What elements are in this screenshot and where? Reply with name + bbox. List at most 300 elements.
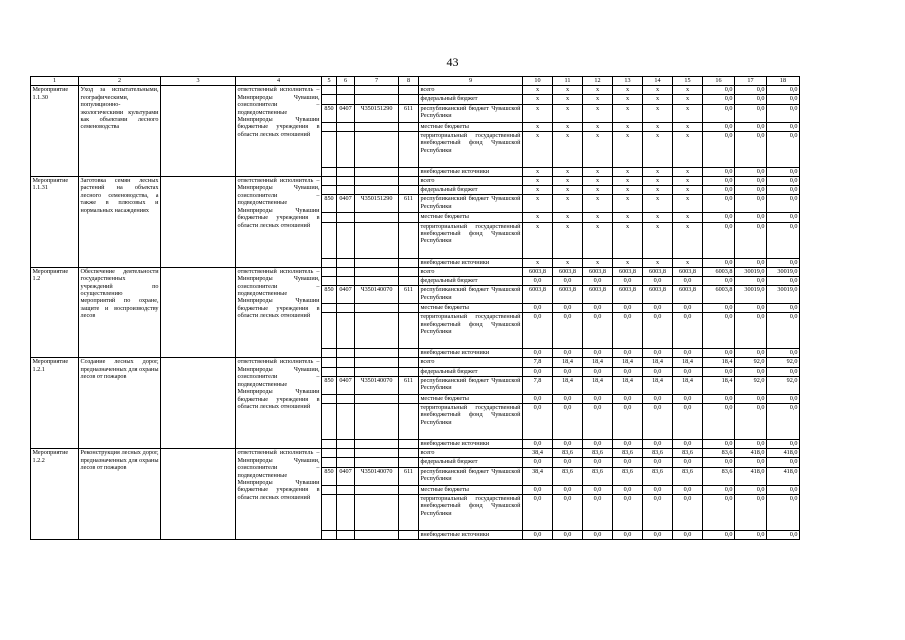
value-cell: x — [613, 122, 643, 131]
empty-code-cell — [322, 267, 337, 276]
executor-text: ответственный исполнитель – Минприроды Чувашии, соисполнители – подведомственные Минприроды Чувашии бюджетные учреждения в области лесных отношений — [236, 449, 322, 540]
value-cell: x — [643, 104, 673, 122]
empty-code-cell — [399, 485, 419, 494]
value-cell: x — [613, 131, 643, 167]
target-indicator-cell — [161, 449, 236, 540]
value-cell: x — [583, 176, 613, 185]
value-cell: 0,0 — [523, 276, 553, 285]
value-cell: 0,0 — [553, 313, 583, 349]
value-cell: 0,0 — [613, 440, 643, 449]
empty-code-cell — [322, 86, 337, 95]
value-cell: 0,0 — [583, 367, 613, 376]
empty-code-cell — [337, 222, 355, 258]
empty-code-cell — [355, 440, 399, 449]
empty-code-cell — [399, 404, 419, 440]
value-cell: 0,0 — [613, 404, 643, 440]
empty-code-cell — [355, 213, 399, 222]
empty-code-cell — [337, 86, 355, 95]
empty-code-cell — [399, 95, 419, 104]
funding-source: республиканский бюджет Чувашской Республики — [419, 195, 523, 213]
value-cell: 7,8 — [523, 376, 553, 394]
table-row — [31, 358, 800, 367]
value-cell: 0,0 — [735, 213, 767, 222]
measure-name: Заготовка семян лесных растений на объектах лесного семеноводства, а также в плюсовых и нормальных насаждениях — [79, 176, 161, 267]
column-number: 13 — [613, 77, 643, 86]
vr-code: 611 — [399, 195, 419, 213]
value-cell: 0,0 — [583, 276, 613, 285]
value-cell: 0,0 — [703, 458, 735, 467]
value-cell: 6003,8 — [703, 286, 735, 304]
value-cell: 83,6 — [553, 467, 583, 485]
value-cell: 0,0 — [553, 394, 583, 403]
value-cell: 7,8 — [523, 358, 553, 367]
empty-code-cell — [337, 186, 355, 195]
value-cell: x — [673, 122, 703, 131]
value-cell: 418,0 — [767, 449, 800, 458]
funding-source: территориальный государственный внебюджетный фонд Чувашской Республики — [419, 494, 523, 530]
value-cell: 0,0 — [523, 367, 553, 376]
vr-code: 611 — [399, 376, 419, 394]
value-cell: 18,4 — [703, 358, 735, 367]
value-cell: 0,0 — [673, 276, 703, 285]
funding-source: территориальный государственный внебюджетный фонд Чувашской Республики — [419, 131, 523, 167]
funding-source: республиканский бюджет Чувашской Республики — [419, 286, 523, 304]
value-cell: 0,0 — [767, 222, 800, 258]
empty-code-cell — [337, 313, 355, 349]
value-cell: 18,4 — [703, 376, 735, 394]
value-cell: 0,0 — [735, 394, 767, 403]
value-cell: 0,0 — [735, 494, 767, 530]
value-cell: x — [523, 222, 553, 258]
value-cell: 0,0 — [703, 485, 735, 494]
value-cell: x — [553, 86, 583, 95]
value-cell: 0,0 — [643, 276, 673, 285]
value-cell: x — [583, 95, 613, 104]
funding-source: территориальный государственный внебюджетный фонд Чувашской Республики — [419, 404, 523, 440]
value-cell: 0,0 — [613, 313, 643, 349]
value-cell: 6003,8 — [673, 286, 703, 304]
empty-code-cell — [355, 485, 399, 494]
value-cell: x — [643, 95, 673, 104]
empty-code-cell — [399, 440, 419, 449]
funding-source: федеральный бюджет — [419, 458, 523, 467]
value-cell: x — [673, 176, 703, 185]
value-cell: 83,6 — [703, 467, 735, 485]
column-number: 16 — [703, 77, 735, 86]
value-cell: 0,0 — [523, 404, 553, 440]
value-cell: 0,0 — [703, 104, 735, 122]
value-cell: 418,0 — [767, 467, 800, 485]
value-cell: 0,0 — [553, 530, 583, 539]
column-number: 14 — [643, 77, 673, 86]
measure-name: Уход за испытательными, географическими, популяционно-экологическими культурами как объектами лесного семеноводства — [79, 86, 161, 177]
value-cell: 0,0 — [767, 530, 800, 539]
value-cell: 83,6 — [643, 467, 673, 485]
value-cell: 0,0 — [735, 186, 767, 195]
value-cell: x — [583, 167, 613, 176]
value-cell: 0,0 — [583, 404, 613, 440]
empty-code-cell — [337, 485, 355, 494]
value-cell: x — [553, 195, 583, 213]
value-cell: x — [523, 186, 553, 195]
funding-source: местные бюджеты — [419, 485, 523, 494]
measure-name: Создание лесных дорог, предназначенных для охраны лесов от пожаров — [79, 358, 161, 449]
value-cell: 0,0 — [735, 195, 767, 213]
value-cell: 83,6 — [673, 449, 703, 458]
target-indicator-cell — [161, 86, 236, 177]
value-cell: 30019,0 — [735, 286, 767, 304]
value-cell: x — [523, 195, 553, 213]
value-cell: 0,0 — [673, 313, 703, 349]
empty-code-cell — [322, 530, 337, 539]
csr-code: Ч350151290 — [355, 104, 399, 122]
value-cell: 0,0 — [735, 440, 767, 449]
value-cell: 0,0 — [673, 394, 703, 403]
executor-text: ответственный исполнитель – Минприроды Чувашии, соисполнители – подведомственные Минприроды Чувашии бюджетные учреждения в области лесных отношений — [236, 358, 322, 449]
value-cell: 18,4 — [643, 358, 673, 367]
value-cell: 18,4 — [553, 376, 583, 394]
measure-id: Мероприятие 1.1.31 — [31, 176, 79, 267]
value-cell: x — [643, 86, 673, 95]
empty-code-cell — [355, 176, 399, 185]
value-cell: 0,0 — [553, 349, 583, 358]
funding-source: федеральный бюджет — [419, 276, 523, 285]
empty-code-cell — [355, 222, 399, 258]
value-cell: x — [523, 213, 553, 222]
value-cell: 0,0 — [523, 313, 553, 349]
value-cell: x — [673, 86, 703, 95]
empty-code-cell — [322, 358, 337, 367]
column-number: 15 — [673, 77, 703, 86]
empty-code-cell — [355, 494, 399, 530]
value-cell: x — [583, 86, 613, 95]
value-cell: 0,0 — [735, 95, 767, 104]
empty-code-cell — [322, 186, 337, 195]
value-cell: x — [643, 122, 673, 131]
column-number: 4 — [236, 77, 322, 86]
value-cell: 6003,8 — [613, 286, 643, 304]
value-cell: x — [643, 258, 673, 267]
value-cell: x — [583, 258, 613, 267]
empty-code-cell — [322, 122, 337, 131]
value-cell: 0,0 — [735, 458, 767, 467]
empty-code-cell — [337, 440, 355, 449]
value-cell: 0,0 — [735, 349, 767, 358]
executor-text: ответственный исполнитель – Минприроды Чувашии, соисполнители – подведомственные Минприроды Чувашии бюджетные учреждения в области лесных отношений — [236, 86, 322, 177]
executor-text: ответственный исполнитель – Минприроды Чувашии, соисполнители – подведомственные Минприроды Чувашии бюджетные учреждения в области лесных отношений — [236, 176, 322, 267]
value-cell: 0,0 — [703, 186, 735, 195]
value-cell: 0,0 — [767, 304, 800, 313]
value-cell: x — [523, 86, 553, 95]
value-cell: 0,0 — [583, 349, 613, 358]
value-cell: 0,0 — [703, 131, 735, 167]
value-cell: 0,0 — [735, 176, 767, 185]
grbs-code: 850 — [322, 286, 337, 304]
empty-code-cell — [337, 349, 355, 358]
csr-code: Ч350140070 — [355, 286, 399, 304]
empty-code-cell — [322, 167, 337, 176]
value-cell: 83,6 — [643, 449, 673, 458]
empty-code-cell — [399, 176, 419, 185]
funding-source: внебюджетные источники — [419, 530, 523, 539]
value-cell: 0,0 — [583, 304, 613, 313]
value-cell: x — [643, 186, 673, 195]
value-cell: 0,0 — [735, 104, 767, 122]
value-cell: 0,0 — [703, 213, 735, 222]
value-cell: x — [643, 195, 673, 213]
value-cell: x — [523, 258, 553, 267]
empty-code-cell — [399, 222, 419, 258]
column-number: 2 — [79, 77, 161, 86]
value-cell: 0,0 — [613, 367, 643, 376]
value-cell: x — [673, 167, 703, 176]
funding-source: местные бюджеты — [419, 122, 523, 131]
empty-code-cell — [322, 458, 337, 467]
value-cell: x — [613, 167, 643, 176]
value-cell: 0,0 — [673, 494, 703, 530]
grbs-code: 850 — [322, 195, 337, 213]
empty-code-cell — [399, 304, 419, 313]
funding-source: всего — [419, 267, 523, 276]
value-cell: x — [583, 131, 613, 167]
empty-code-cell — [337, 367, 355, 376]
empty-code-cell — [322, 222, 337, 258]
value-cell: 6003,8 — [673, 267, 703, 276]
empty-code-cell — [399, 276, 419, 285]
value-cell: 0,0 — [703, 530, 735, 539]
empty-code-cell — [399, 167, 419, 176]
budget-table — [30, 76, 800, 540]
column-number-row — [31, 77, 800, 86]
empty-code-cell — [355, 258, 399, 267]
value-cell: 6003,8 — [583, 267, 613, 276]
funding-source: внебюджетные источники — [419, 167, 523, 176]
value-cell: 83,6 — [613, 449, 643, 458]
empty-code-cell — [399, 313, 419, 349]
funding-source: всего — [419, 449, 523, 458]
empty-code-cell — [355, 458, 399, 467]
value-cell: 92,0 — [767, 376, 800, 394]
page-number: 43 — [446, 55, 459, 69]
value-cell: 0,0 — [613, 394, 643, 403]
value-cell: x — [583, 195, 613, 213]
funding-source: республиканский бюджет Чувашской Республики — [419, 104, 523, 122]
value-cell: x — [553, 186, 583, 195]
value-cell: 0,0 — [767, 440, 800, 449]
table-row — [31, 176, 800, 185]
value-cell: 30019,0 — [767, 286, 800, 304]
value-cell: x — [523, 167, 553, 176]
value-cell: x — [553, 122, 583, 131]
funding-source: местные бюджеты — [419, 304, 523, 313]
value-cell: 0,0 — [583, 494, 613, 530]
empty-code-cell — [355, 267, 399, 276]
empty-code-cell — [355, 304, 399, 313]
value-cell: 0,0 — [767, 122, 800, 131]
value-cell: 0,0 — [523, 458, 553, 467]
value-cell: x — [643, 167, 673, 176]
empty-code-cell — [322, 176, 337, 185]
empty-code-cell — [337, 131, 355, 167]
value-cell: 0,0 — [703, 304, 735, 313]
value-cell: x — [523, 104, 553, 122]
value-cell: 0,0 — [553, 440, 583, 449]
value-cell: 0,0 — [643, 494, 673, 530]
empty-code-cell — [322, 367, 337, 376]
value-cell: x — [523, 176, 553, 185]
column-number: 12 — [583, 77, 613, 86]
rzpr-code: 0407 — [337, 286, 355, 304]
value-cell: 0,0 — [673, 404, 703, 440]
value-cell: x — [523, 95, 553, 104]
column-number: 3 — [161, 77, 236, 86]
value-cell: x — [553, 104, 583, 122]
value-cell: 0,0 — [703, 313, 735, 349]
empty-code-cell — [337, 304, 355, 313]
column-number: 11 — [553, 77, 583, 86]
vr-code: 611 — [399, 286, 419, 304]
value-cell: 0,0 — [767, 104, 800, 122]
value-cell: 0,0 — [703, 122, 735, 131]
empty-code-cell — [337, 122, 355, 131]
value-cell: x — [583, 122, 613, 131]
value-cell: x — [553, 167, 583, 176]
value-cell: 83,6 — [673, 467, 703, 485]
funding-source: местные бюджеты — [419, 213, 523, 222]
rzpr-code: 0407 — [337, 104, 355, 122]
value-cell: 0,0 — [703, 349, 735, 358]
value-cell: 0,0 — [767, 313, 800, 349]
value-cell: 92,0 — [735, 358, 767, 367]
value-cell: 0,0 — [523, 349, 553, 358]
value-cell: 0,0 — [643, 394, 673, 403]
value-cell: 0,0 — [673, 530, 703, 539]
value-cell: 0,0 — [553, 404, 583, 440]
empty-code-cell — [355, 122, 399, 131]
value-cell: 0,0 — [735, 304, 767, 313]
empty-code-cell — [355, 276, 399, 285]
value-cell: 0,0 — [703, 176, 735, 185]
value-cell: 0,0 — [553, 276, 583, 285]
value-cell: 418,0 — [735, 467, 767, 485]
value-cell: 0,0 — [767, 349, 800, 358]
empty-code-cell — [355, 131, 399, 167]
value-cell: 0,0 — [553, 458, 583, 467]
value-cell: 30019,0 — [767, 267, 800, 276]
column-number: 7 — [355, 77, 399, 86]
value-cell: 0,0 — [735, 167, 767, 176]
value-cell: x — [643, 213, 673, 222]
value-cell: 83,6 — [583, 449, 613, 458]
table-row — [31, 267, 800, 276]
value-cell: 0,0 — [673, 458, 703, 467]
value-cell: 0,0 — [767, 485, 800, 494]
value-cell: x — [613, 222, 643, 258]
vr-code: 611 — [399, 104, 419, 122]
empty-code-cell — [355, 313, 399, 349]
value-cell: x — [673, 222, 703, 258]
empty-code-cell — [322, 313, 337, 349]
value-cell: 0,0 — [735, 258, 767, 267]
empty-code-cell — [337, 458, 355, 467]
value-cell: x — [613, 95, 643, 104]
value-cell: 0,0 — [643, 404, 673, 440]
value-cell: 0,0 — [767, 276, 800, 285]
value-cell: 18,4 — [553, 358, 583, 367]
value-cell: 0,0 — [767, 131, 800, 167]
value-cell: 0,0 — [767, 458, 800, 467]
funding-source: территориальный государственный внебюджетный фонд Чувашской Республики — [419, 222, 523, 258]
grbs-code: 850 — [322, 376, 337, 394]
rzpr-code: 0407 — [337, 195, 355, 213]
value-cell: 0,0 — [735, 276, 767, 285]
empty-code-cell — [322, 494, 337, 530]
empty-code-cell — [399, 458, 419, 467]
empty-code-cell — [337, 95, 355, 104]
empty-code-cell — [337, 358, 355, 367]
value-cell: 18,4 — [673, 358, 703, 367]
value-cell: 0,0 — [643, 304, 673, 313]
value-cell: 0,0 — [767, 394, 800, 403]
value-cell: 0,0 — [613, 276, 643, 285]
value-cell: 0,0 — [703, 440, 735, 449]
value-cell: x — [613, 104, 643, 122]
value-cell: x — [553, 213, 583, 222]
value-cell: 6003,8 — [553, 286, 583, 304]
value-cell: x — [613, 86, 643, 95]
value-cell: x — [673, 104, 703, 122]
value-cell: 6003,8 — [553, 267, 583, 276]
value-cell: 0,0 — [643, 440, 673, 449]
empty-code-cell — [355, 449, 399, 458]
value-cell: 0,0 — [613, 485, 643, 494]
value-cell: 18,4 — [643, 376, 673, 394]
value-cell: 0,0 — [703, 258, 735, 267]
value-cell: x — [523, 131, 553, 167]
value-cell: 0,0 — [673, 304, 703, 313]
column-number: 6 — [337, 77, 355, 86]
empty-code-cell — [355, 186, 399, 195]
value-cell: 30019,0 — [735, 267, 767, 276]
empty-code-cell — [399, 394, 419, 403]
value-cell: x — [673, 131, 703, 167]
value-cell: x — [643, 176, 673, 185]
measure-name: Обеспечение деятельности государственных учреждений по осуществлению мероприятий по охране, защите и воспроизводству лесов — [79, 267, 161, 358]
value-cell: 0,0 — [643, 367, 673, 376]
value-cell: x — [583, 104, 613, 122]
empty-code-cell — [337, 394, 355, 403]
value-cell: 6003,8 — [523, 286, 553, 304]
target-indicator-cell — [161, 176, 236, 267]
value-cell: 418,0 — [735, 449, 767, 458]
column-number: 8 — [399, 77, 419, 86]
value-cell: x — [553, 131, 583, 167]
value-cell: 0,0 — [767, 195, 800, 213]
empty-code-cell — [322, 276, 337, 285]
value-cell: 0,0 — [673, 485, 703, 494]
empty-code-cell — [355, 349, 399, 358]
value-cell: 0,0 — [673, 367, 703, 376]
value-cell: 0,0 — [523, 304, 553, 313]
empty-code-cell — [399, 449, 419, 458]
value-cell: 0,0 — [703, 367, 735, 376]
column-number: 5 — [322, 77, 337, 86]
target-indicator-cell — [161, 267, 236, 358]
value-cell: 0,0 — [583, 313, 613, 349]
executor-text: ответственный исполнитель – Минприроды Чувашии, соисполнители – подведомственные Минприроды Чувашии бюджетные учреждения в области лесных отношений — [236, 267, 322, 358]
empty-code-cell — [337, 267, 355, 276]
value-cell: 0,0 — [643, 458, 673, 467]
